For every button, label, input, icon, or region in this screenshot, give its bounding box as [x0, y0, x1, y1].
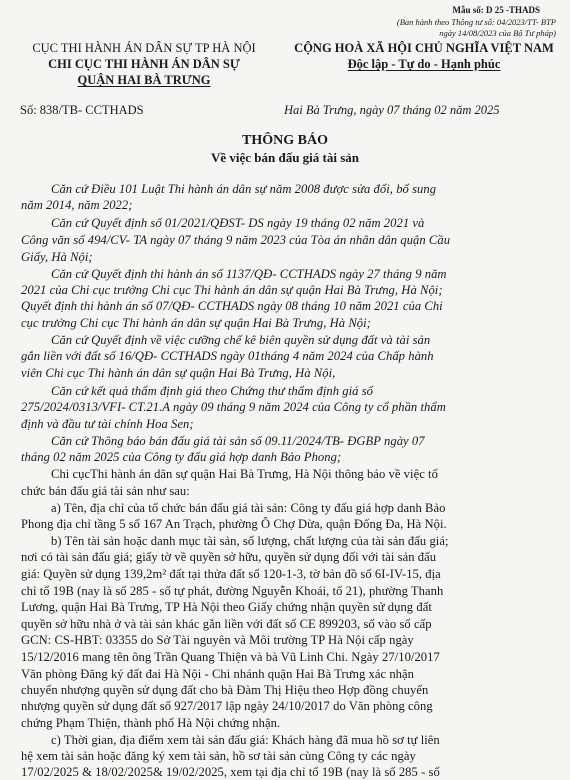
agency-name: CHI CỤC THI HÀNH ÁN DÂN SỰ	[48, 57, 240, 71]
body-line: Căn cứ Quyết định về việc cưỡng chế kê biên quyền sử dụng đất và tài sản	[51, 333, 431, 347]
body-line: c) Thời gian, địa điểm xem tài sản đấu giá: Khách hàng đã mua hồ sơ tự liên	[51, 733, 440, 747]
document-date: Hai Bà Trưng, ngày 07 tháng 02 năm 2025	[284, 103, 500, 117]
form-note-line-1: (Ban hành theo Thông tư số: 04/2023/TT- BTP	[396, 17, 556, 27]
body-line: giá: Quyền sử dụng 139,2m² đất tại thửa đất số 120-1-3, tờ bản đồ số 6I-IV-15, địa	[21, 567, 441, 581]
body-line: Giấy, Hà Nội;	[21, 250, 93, 264]
body-line: gắn liền với đất số 16/QĐ- CCTHADS ngày 01tháng 4 năm 2024 của Chấp hành	[21, 349, 434, 363]
body-line: chuyển nhượng quyền sử dụng đất cho bà Đàm Thị Hiệu theo Hợp đồng chuyển	[21, 683, 429, 697]
body-line: Căn cứ Thông báo bán đấu giá tài sản số 09.11/2024/TB- ĐGBP ngày 07	[51, 434, 425, 448]
body-line: 275/2024/0313/VFI- CT.21.A ngày 09 tháng 9 năm 2024 của Công ty cổ phần thẩm	[21, 400, 446, 414]
body-line: Công văn số 494/CV- TA ngày 07 tháng 9 năm 2023 của Tòa án nhân dân quận Cầu	[21, 233, 451, 247]
body-line: Căn cứ Quyết định thi hành án số 1137/QĐ- CCTHADS ngày 27 tháng 9 năm	[51, 267, 447, 281]
body-line: Phong địa chỉ tầng 5 số 167 An Trạch, phường Ô Chợ Dừa, quận Đống Đa, Hà Nội.	[21, 517, 447, 531]
body-line: GCN: CS-HBT: 03355 do Sở Tài nguyên và Môi trường TP Hà Nội cấp ngày	[21, 633, 414, 647]
document-subtitle: Về việc bán đấu giá tài sản	[210, 150, 360, 165]
body-line: 15/12/2016 mang tên ông Trần Quang Thiện và bà Vũ Linh Chi. Ngày 27/10/2017	[21, 650, 440, 664]
body-line: nhượng quyền sử dụng đất số 927/2017 lập ngày 24/10/2017 do Văn phòng công	[21, 699, 433, 713]
body-line: chứng Phạm Thiện, thành phố Hà Nội chứng nhận.	[21, 716, 281, 730]
body-line: 17/02/2025 & 18/02/2025& 19/02/2025, xem tại địa chỉ tổ 19B (nay là số 285 - số	[21, 765, 440, 779]
document-number: Số: 838/TB- CCTHADS	[20, 103, 144, 117]
body-line: năm 2014, năm 2022;	[21, 198, 133, 212]
body-line: Căn cứ Quyết định số 01/2021/QĐST- DS ngày 19 tháng 02 năm 2021 và	[51, 216, 425, 230]
body-line: Căn cứ kết quả thẩm định giá theo Chứng thư thẩm định giá số	[51, 384, 373, 398]
body-line: viên Chi cục Thi hành án dân sự quận Hai Bà Trưng, Hà Nội,	[21, 366, 336, 380]
agency-parent: CỤC THI HÀNH ÁN DÂN SỰ TP HÀ NỘI	[32, 41, 256, 55]
body-line: chức bán đấu giá tài sản như sau:	[21, 484, 190, 498]
body-line: Lương, quận Hai Bà Trưng, TP Hà Nội theo Giấy chứng nhận quyền sử dụng đất	[21, 600, 432, 614]
body-line: Căn cứ Điều 101 Luật Thi hành án dân sự năm 2008 được sửa đổi, bổ sung	[51, 182, 437, 196]
body-line: chỉ tổ 19B (nay là số 285 - số tự phát, đường Nguyễn Khoái, tổ 21), phường Thanh	[21, 584, 444, 598]
body-line: nơi có tài sản đấu giá; giấy tờ về quyền sở hữu, quyền sử dụng đối với tài sản đấu	[21, 550, 437, 564]
body-line: 2021 của Chi cục trưởng Chi cục Thi hành án dân sự quận Hai Bà Trưng, Hà Nội;	[21, 283, 443, 297]
body-line: tháng 02 năm 2025 của Công ty đấu giá hợp danh Bảo Phong;	[21, 450, 342, 464]
body-line: Văn phòng Đăng ký đất đai Hà Nội - Chi nhánh quận Hai Bà Trưng xác nhận	[21, 667, 415, 681]
body-line: định và đầu tư tài chính Hoa Sen;	[21, 417, 194, 431]
form-code: Mẫu số: D 25 -THADS	[452, 5, 540, 15]
body-line: hệ xem tài sản hoặc đăng ký xem tài sản, hồ sơ tài sản cùng Công ty các ngày	[21, 749, 416, 763]
body-line: Quyết định thi hành án số 07/QĐ- CCTHADS ngày 08 tháng 10 năm 2021 của Chi	[21, 299, 443, 313]
body-line: quyền sở hữu nhà ở và tài sản khác gắn liền với đất số CE 899203, số vào sổ cấp	[21, 617, 432, 631]
body-line: b) Tên tài sản hoặc danh mục tài sản, số lượng, chất lượng của tài sản đấu giá;	[51, 534, 449, 548]
national-title: CỘNG HOÀ XÃ HỘI CHỦ NGHĨA VIỆT NAM	[294, 41, 554, 55]
national-motto: Độc lập - Tự do - Hạnh phúc	[347, 57, 501, 71]
document-title: THÔNG BÁO	[242, 133, 328, 148]
form-note-line-2: ngày 14/08/2023 của Bộ Tư pháp)	[439, 28, 556, 38]
body-line: Chi cụcThi hành án dân sự quận Hai Bà Trưng, Hà Nội thông báo về việc tổ	[51, 467, 438, 481]
body-line: cục trưởng Chi cục Thi hành án dân sự quận Hai Bà Trưng, Hà Nội;	[21, 316, 371, 330]
agency-district: QUẬN HAI BÀ TRƯNG	[77, 73, 211, 87]
body-line: a) Tên, địa chỉ của tổ chức bán đấu giá tài sản: Công ty đấu giá hợp danh Bảo	[51, 501, 446, 515]
